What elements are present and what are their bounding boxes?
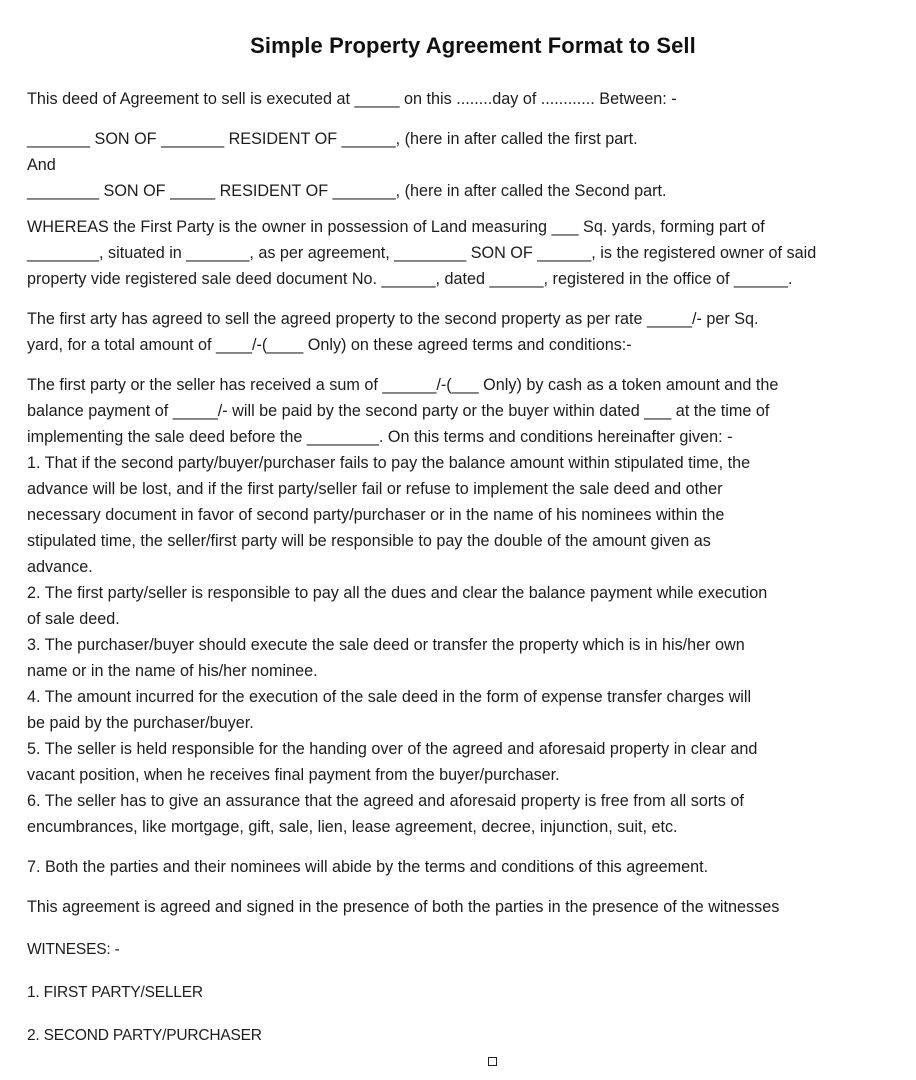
square-bullet-icon (488, 1057, 497, 1066)
witness-first-party: 1. FIRST PARTY/SELLER (27, 984, 203, 1001)
clause-line: 2. The first party/seller is responsible to pay all the dues and clear the balance payment while execution (27, 584, 768, 602)
document-title: Simple Property Agreement Format to Sell (250, 33, 696, 58)
whereas-line: ________, situated in _______, as per agreement, ________ SON OF ______, is the registered owner of said (27, 244, 817, 262)
payment-line: The first party or the seller has received a sum of ______/-(___ Only) by cash as a token amount and the (27, 376, 779, 394)
rate-line: yard, for a total amount of ____/-(____ Only) on these agreed terms and conditions:- (27, 336, 632, 354)
clause-line: advance. (27, 558, 93, 576)
clause-line: 1. That if the second party/buyer/purchaser fails to pay the balance amount within stipulated time, the (27, 454, 751, 472)
payment-line: balance payment of _____/- will be paid by the second party or the buyer within dated ___ at the time of (27, 402, 770, 420)
clause-line: 6. The seller has to give an assurance that the agreed and aforesaid property is free from all sorts of (27, 792, 744, 810)
clause-seven-line: 7. Both the parties and their nominees will abide by the terms and conditions of this agreement. (27, 858, 709, 876)
and-line: And (27, 156, 56, 174)
clause-line: of sale deed. (27, 610, 120, 628)
witnesses-label: WITNESES: - (27, 941, 120, 958)
clause-line: 4. The amount incurred for the execution of the sale deed in the form of expense transfer charges will (27, 688, 752, 706)
first-party-line: _______ SON OF _______ RESIDENT OF ______, (here in after called the first part. (27, 130, 638, 148)
clause-line: vacant position, when he receives final payment from the buyer/purchaser. (27, 766, 560, 784)
clause-line: advance will be lost, and if the first party/seller fail or refuse to implement the sale deed and other (27, 480, 723, 498)
clauses-list (27, 450, 916, 840)
whereas-paragraph (27, 214, 916, 292)
rate-line: The first arty has agreed to sell the agreed property to the second property as per rate _____/- per Sq. (27, 310, 759, 328)
intro-line: This deed of Agreement to sell is executed at _____ on this ........day of ............ Between: - (27, 90, 677, 108)
clause-line: encumbrances, like mortgage, gift, sale, lien, lease agreement, decree, injunction, suit, etc. (27, 818, 678, 836)
whereas-line: property vide registered sale deed document No. ______, dated ______, registered in the office of ______. (27, 270, 793, 288)
payment-paragraph (27, 372, 916, 450)
document-body (27, 86, 916, 1049)
clause-line: 5. The seller is held responsible for the handing over of the agreed and aforesaid property in clear and (27, 740, 758, 758)
whereas-line: WHEREAS the First Party is the owner in possession of Land measuring ___ Sq. yards, forming part of (27, 218, 765, 236)
clause-line: necessary document in favor of second party/purchaser or in the name of his nominees within the (27, 506, 725, 524)
clause-line: name or in the name of his/her nominee. (27, 662, 318, 680)
clause-line: stipulated time, the seller/first party will be responsible to pay the double of the amount given as (27, 532, 711, 550)
rate-paragraph (27, 306, 916, 358)
signed-statement: This agreement is agreed and signed in the presence of both the parties in the presence of the witnesses (27, 898, 780, 916)
clause-line: 3. The purchaser/buyer should execute the sale deed or transfer the property which is in his/her own (27, 636, 745, 654)
clause-line: be paid by the purchaser/buyer. (27, 714, 254, 732)
second-party-line: ________ SON OF _____ RESIDENT OF _______, (here in after called the Second part. (27, 182, 667, 200)
payment-line: implementing the sale deed before the ________. On this terms and conditions hereinafter given: - (27, 428, 733, 446)
witness-second-party: 2. SECOND PARTY/PURCHASER (27, 1027, 262, 1044)
